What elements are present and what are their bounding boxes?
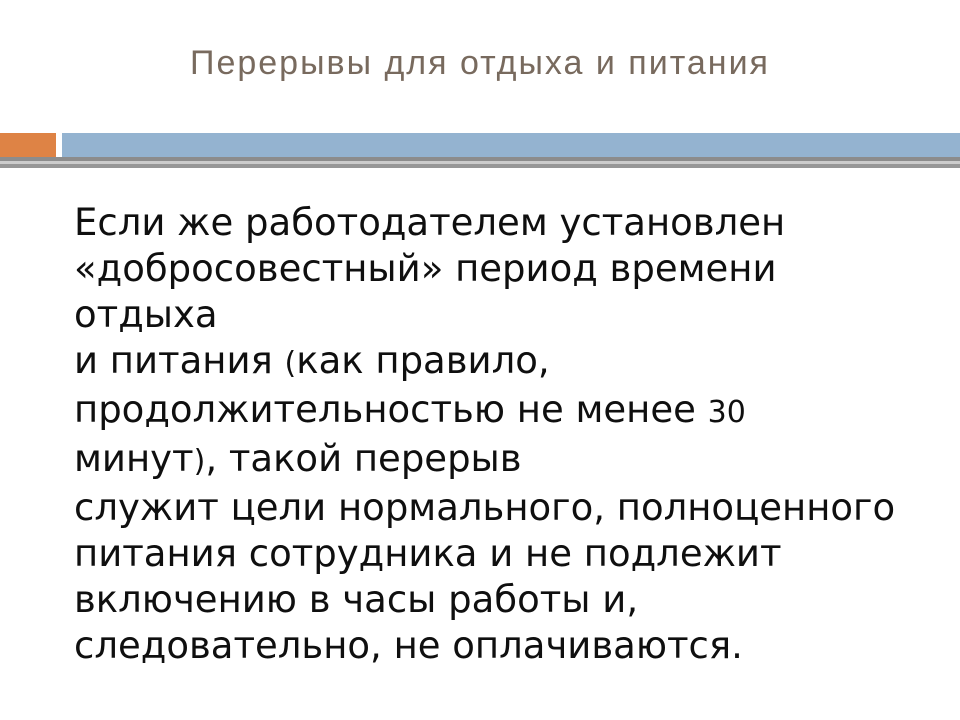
- body-text-segment: продолжительностью не менее: [74, 388, 708, 431]
- body-text-line: [74, 577, 895, 623]
- body-text-segment: 30: [707, 395, 746, 430]
- body-text-segment: служит цели нормального, полноценного: [74, 486, 896, 529]
- body-text-segment: включению в часы работы и,: [74, 578, 639, 621]
- accent-blue-bar: [62, 133, 960, 157]
- body-text-line: [74, 246, 895, 292]
- body-text-segment: ): [193, 444, 206, 479]
- divider-line-lower: [0, 164, 960, 168]
- body-text-segment: отдыха: [74, 293, 218, 336]
- slide-title-text: Перерывы для отдыха и питания: [190, 44, 770, 82]
- accent-orange-block: [0, 133, 56, 157]
- body-text-line: [74, 531, 895, 577]
- body-text-segment: минут: [74, 437, 194, 480]
- slide-title: [0, 40, 960, 86]
- body-text-segment: (: [284, 346, 297, 381]
- body-text-segment: питания сотрудника и не подлежит: [74, 532, 782, 575]
- body-text-segment: как правило,: [296, 339, 550, 382]
- body-text-line: [74, 623, 895, 669]
- body-text-segment: , такой перерыв: [205, 437, 522, 480]
- body-text-segment: Если же работодателем установлен: [74, 201, 786, 244]
- body-text-segment: и питания: [74, 339, 285, 382]
- body-text-line: [74, 338, 895, 387]
- body-text-line: [74, 485, 895, 531]
- body-text: [74, 200, 895, 669]
- body-text-segment: «добросовестный» период времени: [74, 247, 777, 290]
- body-text-line: [74, 292, 895, 338]
- body-text-line: [74, 436, 895, 485]
- body-text-line: [74, 200, 895, 246]
- body-text-line: [74, 387, 895, 436]
- body-text-segment: следовательно, не оплачиваются.: [74, 624, 743, 667]
